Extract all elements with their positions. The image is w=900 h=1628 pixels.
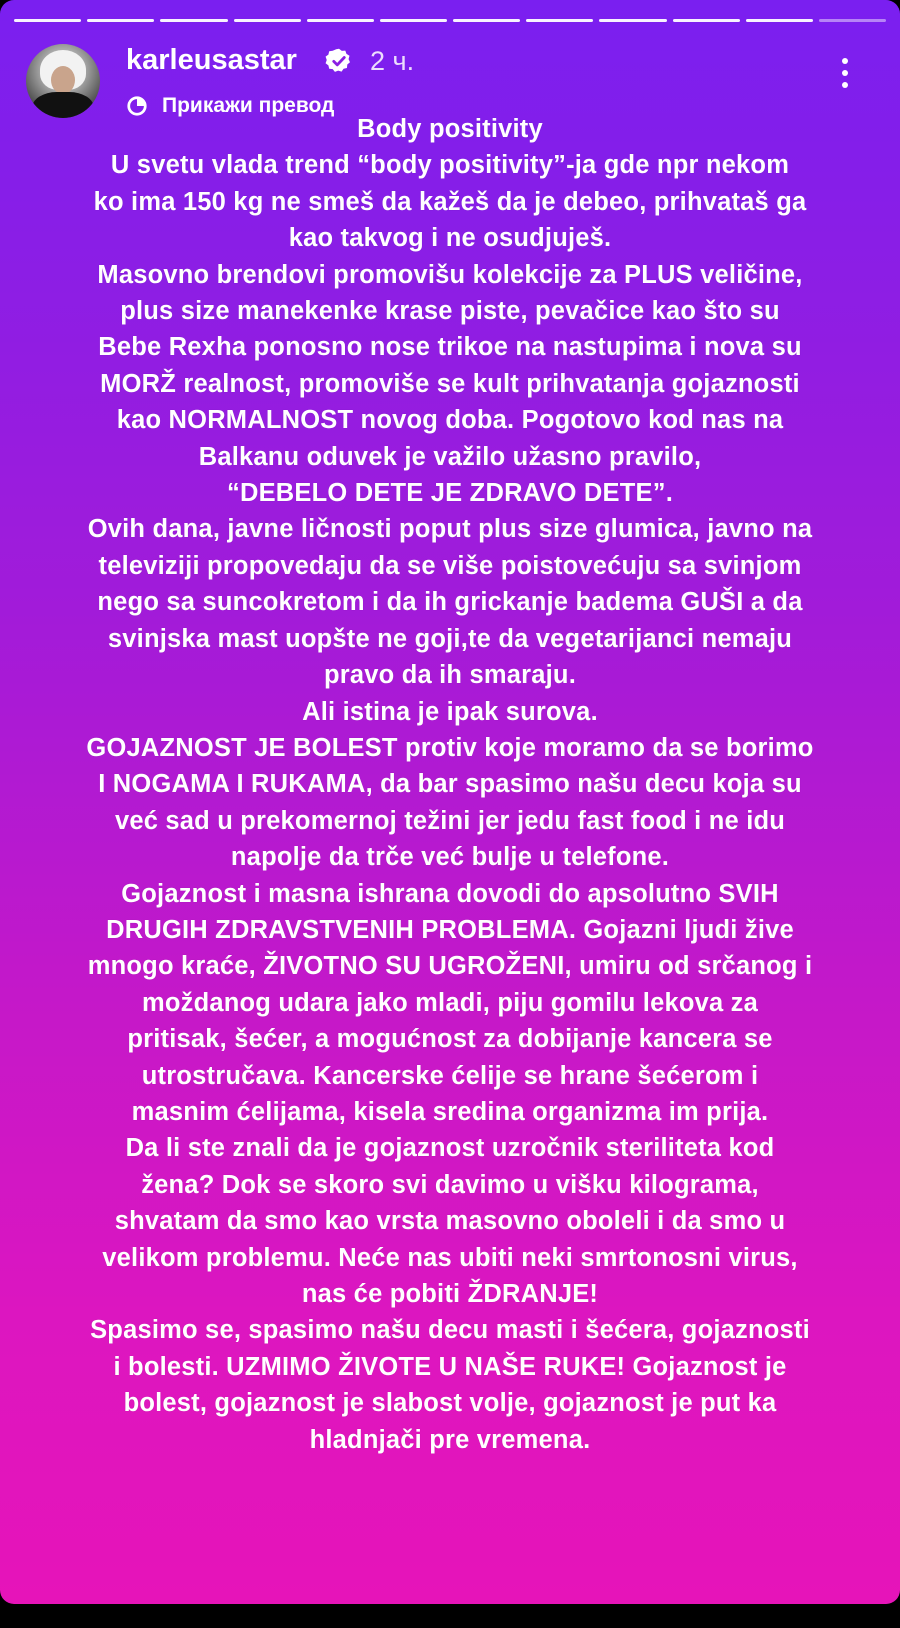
story-text-line: i bolesti. UZMIMO ŽIVOTE U NAŠE RUKE! Gojaznost je bbox=[113, 1352, 787, 1381]
story-heading: Body positivity bbox=[357, 115, 543, 143]
story-text-line: U svetu vlada trend “body positivity”-ja gde npr nekom bbox=[110, 151, 790, 180]
story-text-line: svinjska mast uopšte ne goji,te da vegetarijanci nemaju bbox=[107, 624, 793, 653]
progress-segment bbox=[87, 19, 154, 22]
story-text-line: Bebe Rexha ponosno nose trikoe na nastupima i nova su bbox=[98, 333, 802, 362]
progress-segment bbox=[526, 19, 593, 22]
story-text-line: nas će pobiti ŽDRANJE! bbox=[301, 1280, 599, 1308]
progress-segment bbox=[599, 19, 666, 22]
story-text-line: velikom problemu. Neće nas ubiti neki smrtonosni virus, bbox=[102, 1243, 798, 1272]
progress-segment bbox=[453, 19, 520, 22]
progress-segment bbox=[746, 19, 813, 22]
story-text-line: Masovno brendovi promovišu kolekcije za PLUS veličine, bbox=[97, 260, 803, 289]
progress-segment bbox=[380, 19, 447, 22]
story-text-line: “DEBELO DETE JE ZDRAVO DETE”. bbox=[227, 479, 673, 508]
story-text-line: kao NORMALNOST novog doba. Pogotovo kod nas na bbox=[116, 406, 784, 435]
story-text-line: shvatam da smo kao vrsta masovno oboleli i da smo u bbox=[114, 1207, 786, 1236]
story-text-line: masnim ćelijama, kisela sredina organizma im prija. bbox=[131, 1097, 769, 1126]
progress-segment bbox=[819, 19, 886, 22]
story-text-line: ko ima 150 kg ne smeš da kažeš da je debeo, prihvataš ga bbox=[93, 187, 807, 216]
username[interactable]: karleusastar bbox=[126, 44, 297, 76]
progress-segment bbox=[14, 19, 81, 22]
story-text-line: Ali istina je ipak surova. bbox=[302, 697, 598, 726]
story-text bbox=[6, 111, 894, 1458]
avatar[interactable] bbox=[26, 44, 100, 118]
progress-segment bbox=[234, 19, 301, 22]
story-text-line: DRUGIH ZDRAVSTVENIH PROBLEMA. Gojazni ljudi žive bbox=[106, 915, 794, 944]
story-text-line: žena? Dok se skoro svi davimo u višku kilograma, bbox=[141, 1170, 759, 1199]
story-text-line: moždanog udara jako mladi, piju gomilu lekova za bbox=[141, 988, 759, 1017]
story-text-line: Spasimo se, spasimo našu decu masti i šećera, gojaznosti bbox=[90, 1316, 810, 1345]
story-text-line: MORŽ realnost, promoviše se kult prihvatanja gojaznosti bbox=[100, 369, 800, 398]
story-text-line: Balkanu oduvek je važilo užasno pravilo, bbox=[198, 442, 702, 471]
story-text-line: Gojaznost i masna ishrana dovodi do apsolutno SVIH bbox=[121, 879, 779, 908]
story-text-line: Da li ste znali da je gojaznost uzročnik steriliteta kod bbox=[125, 1134, 775, 1163]
story-text-line: I NOGAMA I RUKAMA, da bar spasimo našu decu koja su bbox=[98, 770, 802, 799]
story-text-line: pritisak, šećer, a mogućnost za dobijanje kancera se bbox=[127, 1025, 773, 1054]
story-text-line: hladnjači pre vremena. bbox=[309, 1425, 591, 1454]
story-text-line: utrostručava. Kancerske ćelije se hrane šećerom i bbox=[141, 1061, 759, 1090]
story-text-line: plus size manekenke krase piste, pevačice kao što su bbox=[120, 297, 780, 326]
story-text-line: već sad u prekomernoj težini jer jedu fast food i ne idu bbox=[114, 806, 786, 835]
bottom-bar bbox=[0, 1604, 900, 1628]
story-text-line: nego sa suncokretom i da ih grickanje badema GUŠI a da bbox=[97, 588, 803, 617]
story-text-line: televiziji propovedaju da se više poistovećuju sa svinjom bbox=[98, 551, 802, 580]
story-text-line: Ovih dana, javne ličnosti poput plus size glumica, javno na bbox=[87, 515, 813, 544]
story-progress-bar bbox=[14, 19, 886, 23]
post-time: 2 ч. bbox=[370, 46, 415, 76]
story-text-line: mnogo kraće, ŽIVOTNO SU UGROŽENI, umiru od srčanog i bbox=[87, 952, 813, 981]
verified-badge-icon bbox=[325, 47, 353, 75]
progress-segment bbox=[160, 19, 227, 22]
progress-segment bbox=[673, 19, 740, 22]
story-text-line: kao takvog i ne osudjuješ. bbox=[288, 224, 612, 253]
story-text-line: bolest, gojaznost je slabost volje, gojaznost je put ka bbox=[123, 1389, 777, 1418]
progress-segment bbox=[307, 19, 374, 22]
translate-label: Прикажи превод bbox=[162, 94, 335, 117]
story-text-line: GOJAZNOST JE BOLEST protiv koje moramo da se borimo bbox=[86, 733, 814, 762]
more-options-icon[interactable] bbox=[830, 58, 860, 98]
story-text-line: pravo da ih smaraju. bbox=[323, 661, 576, 690]
story-text-line: napolje da trče već bulje u telefone. bbox=[230, 843, 670, 872]
